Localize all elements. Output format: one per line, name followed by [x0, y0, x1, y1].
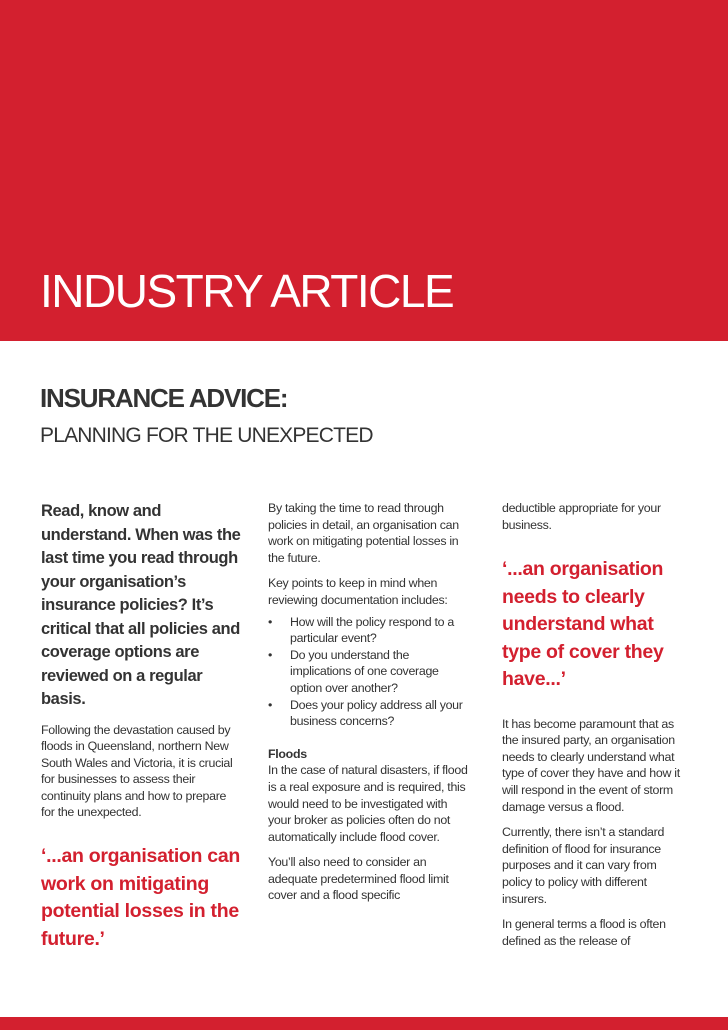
bullet-icon: •: [268, 697, 273, 712]
pull-quote: ‘...an organisation can work on mitigating potential losses in the future.’: [41, 845, 240, 950]
body-paragraph: Currently, there isn’t a standard definition of flood for insurance purposes and it can vary from policy to policy with different insurers.: [502, 825, 665, 906]
lead-paragraph: Read, know and understand. When was the last time you read through your organisation’s insurance policies? It’s critical that all policies and coverage options are reviewed on a regular basis.: [41, 502, 241, 708]
column-2: [268, 500, 468, 904]
bullet-icon: •: [268, 614, 273, 629]
header-banner: [0, 0, 728, 341]
list-item-text: How will the policy respond to a particular event?: [290, 614, 454, 646]
body-paragraph: In the case of natural disasters, if flood is a real exposure and is required, this would need to be investigated with your broker as policies often do not automatically include flood cover.: [268, 763, 468, 844]
column-1: [41, 500, 241, 953]
body-paragraph: By taking the time to read through policies in detail, an organisation can work on mitigating potential losses in the future.: [268, 501, 459, 565]
list-item-text: Does your policy address all your business concerns?: [290, 697, 463, 729]
list-item: [268, 647, 468, 697]
banner-title: INDUSTRY ARTICLE: [40, 265, 454, 317]
section-heading-floods: Floods: [268, 746, 307, 761]
pull-quote: ‘...an organisation needs to clearly understand what type of cover they have...’: [502, 558, 664, 691]
body-paragraph: deductible appropriate for your business.: [502, 501, 661, 532]
bullet-icon: •: [268, 647, 273, 662]
body-paragraph: In general terms a flood is often defined as the release of: [502, 917, 666, 948]
body-paragraph: You’ll also need to consider an adequate predetermined flood limit cover and a flood specific: [268, 855, 449, 903]
body-paragraph: Key points to keep in mind when reviewing documentation includes:: [268, 576, 448, 607]
list-item-text: Do you understand the implications of one coverage option over another?: [290, 647, 439, 695]
key-points-list: [268, 614, 468, 730]
body-paragraph: It has become paramount that as the insured party, an organisation needs to clearly understand what type of cover they have and how it will respond in the event of storm damage versus a flood.: [502, 716, 680, 814]
list-item: [268, 614, 468, 647]
list-item: [268, 697, 468, 730]
footer-bar: [0, 1017, 728, 1030]
column-3: [502, 500, 688, 949]
body-paragraph: Following the devastation caused by floods in Queensland, northern New South Wales and Victoria, it is crucial for businesses to assess their continuity plans and how to prepare for the unexpected.: [41, 722, 233, 820]
article-subheadline: PLANNING FOR THE UNEXPECTED: [40, 424, 373, 447]
article-headline: INSURANCE ADVICE:: [40, 383, 288, 413]
